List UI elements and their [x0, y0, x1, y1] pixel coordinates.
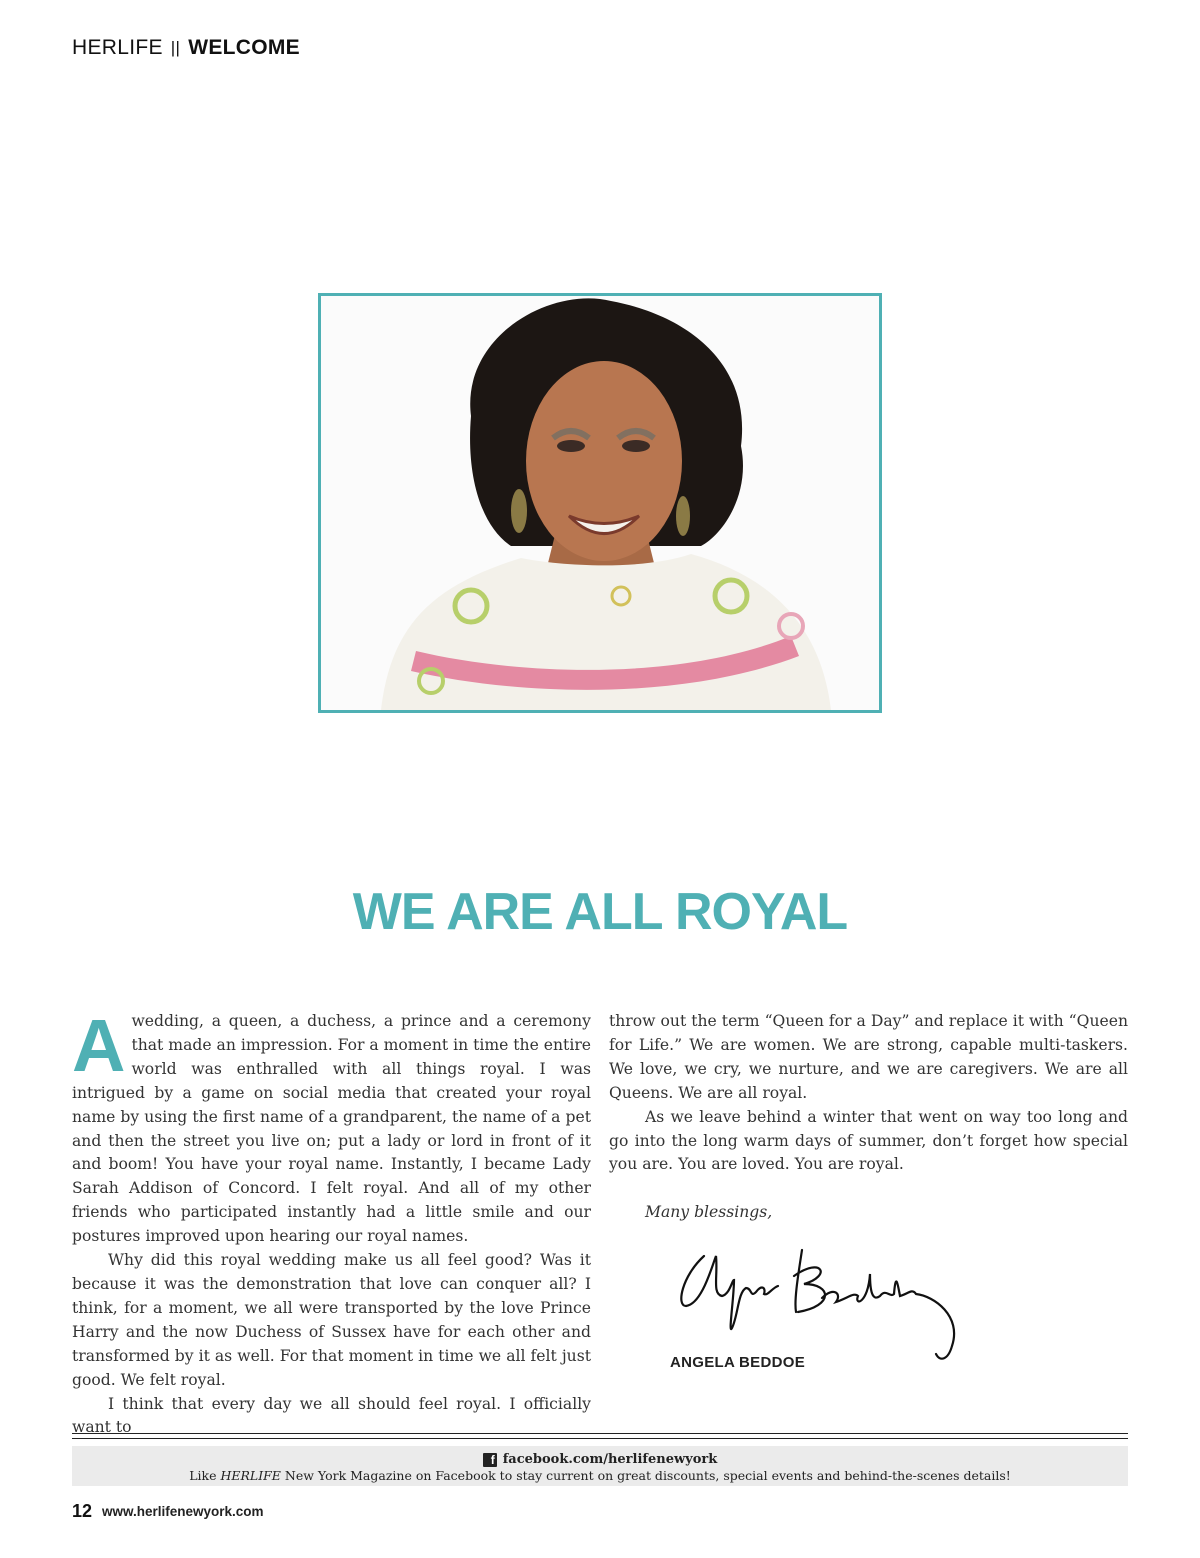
handwritten-signature [672, 1236, 962, 1366]
signer-name: ANGELA BEDDOE [670, 1354, 806, 1371]
facebook-icon: f [483, 1453, 497, 1467]
facebook-link[interactable]: facebook.com/herlifenewyork [502, 1452, 718, 1467]
drop-cap: A [72, 1004, 126, 1087]
article-headline: WE ARE ALL ROYAL [352, 883, 848, 941]
section-name: HERLIFE [72, 36, 163, 59]
article-column-left [72, 1004, 591, 1440]
section-separator: || [170, 38, 181, 57]
article-paragraph [72, 1004, 591, 1249]
portrait-illustration [321, 296, 879, 710]
portrait-photo [318, 293, 882, 713]
promo-prefix: Like [189, 1468, 221, 1483]
footer-divider [72, 1433, 1128, 1434]
facebook-line [72, 1452, 1128, 1467]
page-number: 12 [72, 1501, 93, 1521]
website-link[interactable]: www.herlifenewyork.com [102, 1504, 264, 1519]
subsection-name: WELCOME [188, 36, 300, 59]
promo-suffix: New York Magazine on Facebook to stay current on great discounts, special events and behind-the-scenes details! [280, 1468, 1011, 1483]
article-paragraph: Why did this royal wedding make us all feel good? Was it because it was the demonstration that love can conquer all? I think, for a moment, we all were transported by the love Prince Harry and the now Duchess of Sussex have for each other and transformed by it as well. For that moment in time we all felt just good. We felt royal. [72, 1251, 591, 1389]
article-paragraph: I think that every day we all should feel royal. I officially want to [72, 1394, 591, 1437]
article-column-right [609, 1010, 1128, 1225]
facebook-promo-box [72, 1446, 1128, 1486]
section-label [72, 36, 300, 60]
paragraph-text: wedding, a queen, a duchess, a prince and a ceremony that made an impression. For a moment in time the entire world was enthralled with all things royal. I was intrigued by a game on social media that created your royal name by using the first name of a grandparent, the name of a pet and then the street you live on; put a lady or lord in front of it and boom! You have your royal name. Instantly, I became Lady Sarah Addison of Concord. I felt royal. And all of my other friends who participated instantly had a little smile and our postures improved upon hearing our royal names. [72, 1012, 591, 1246]
promo-brand: HERLIFE [220, 1468, 281, 1483]
article-paragraph: As we leave behind a winter that went on way too long and go into the long warm days of summer, don’t forget how special you are. You are loved. You are royal. [609, 1107, 1128, 1174]
footer-divider [72, 1438, 1128, 1439]
article-paragraph: throw out the term “Queen for a Day” and replace it with “Queen for Life.” We are women. We are strong, capable multi-taskers. We love, we cry, we nurture, and we are caregivers. We are all Queens. We are all royal. [609, 1012, 1128, 1102]
facebook-promo-text [72, 1468, 1128, 1483]
closing-salutation: Many blessings, [645, 1203, 773, 1222]
